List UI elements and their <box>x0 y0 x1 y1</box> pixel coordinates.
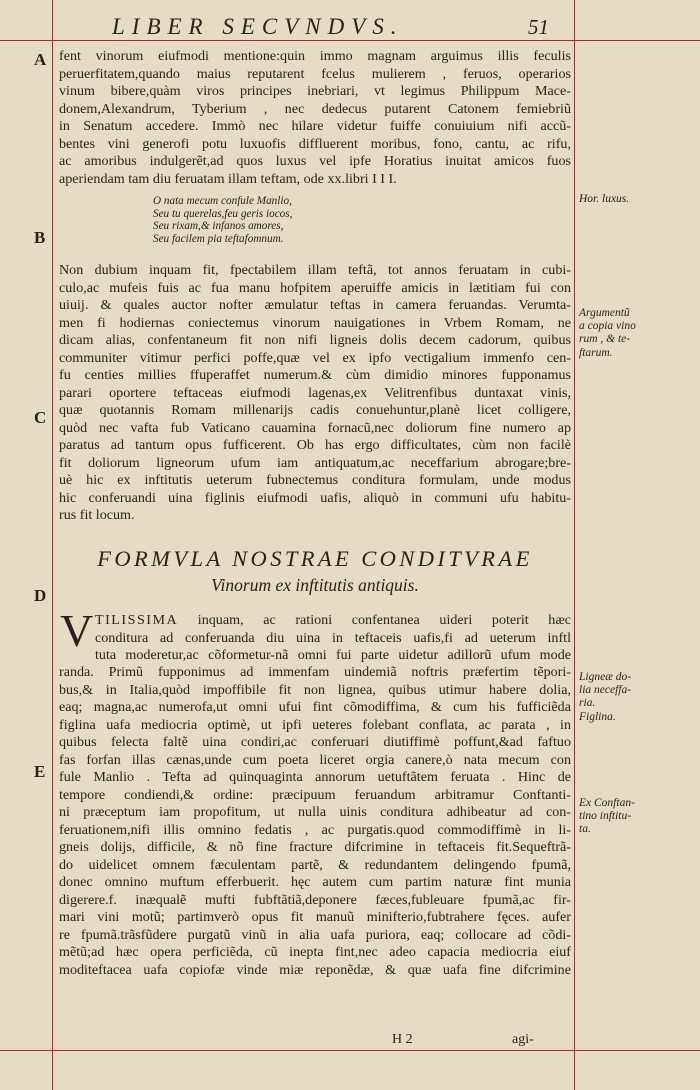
text-line: hic conferuandi uina figlinis eiufmodi uafis, aliquò in communi ufu habitu- <box>59 489 571 506</box>
right-margin-rule <box>574 0 575 1090</box>
text-line: culo,ac mufeis fuis ac fua manu hofpitem aperuiffe amicis in lætitiam fui con <box>59 279 571 296</box>
text-line: peruerfitatem,quando maius reputarent fcelus mulierem , feruos, operarios <box>59 65 571 82</box>
text-line: uè hic ex inftitutis ueterum fubnectemus conditura formulam, unde modus <box>59 472 571 488</box>
text-line: Non dubium inquam fit, fpectabilem illam teftã, tot annos feruatam in cubi- <box>59 262 571 278</box>
text-line: fent vinorum eiufmodi mentione:quin immo magnam arguimus illis feculis <box>59 48 571 64</box>
text-line: in Senatum accedere. Immò nec hilare videtur fuiffe conuiuium nifi accũ- <box>59 118 571 134</box>
text-line: Seu rixam,& infanos amores, <box>153 220 284 233</box>
text-line: quæ quotannis Romam millenarijs cadis conuehuntur,planè licet colligere, <box>59 402 571 418</box>
text-line: communiter vitimur perfici poffe,quæ vel ex ipfo vectigalium immenfo cen- <box>59 349 571 366</box>
text-line: moditeftacea uafa copiofæ vinde miæ reponẽdæ, & quæ uafa fine difcrimine <box>59 961 571 978</box>
opening-line-rest: inquam, ac rationi confentanea uideri poterit hæc <box>178 612 571 628</box>
catchword: agi- <box>512 1032 534 1047</box>
text-line: conditura ad conferuanda diu uina in teftaceis uafis,fi ad ueterum inftl <box>95 629 571 646</box>
paragraph-block-3-opening <box>95 612 571 665</box>
text-line: tempore condiendi,& ordine: præcipuum feruandum arbitramur Conftanti- <box>59 786 571 803</box>
section-title: FORMVLA NOSTRAE CONDITVRAE <box>97 546 533 571</box>
text-line: fule Manlio . Tefta ad quinquaginta annorum uetuftãtem feruata . Hinc de <box>59 769 571 785</box>
section-letter-a: A <box>34 50 47 69</box>
paragraph-block-2 <box>59 262 571 525</box>
bottom-rule <box>0 1050 700 1051</box>
text-line: Seu tu querelas,feu geris iocos, <box>153 207 293 220</box>
running-head: LIBER SECVNDVS. <box>112 14 404 39</box>
text-line: do uidelicet omnem fæculentam partẽ, & redundantem delingendo fpumã, <box>59 856 571 873</box>
marginal-note-line: a copia vino <box>579 320 636 333</box>
paragraph-block-3 <box>59 664 571 979</box>
text-line <box>95 612 571 630</box>
marginal-note-line: tino inftitu- <box>579 810 632 823</box>
marginal-note-argumentum <box>579 307 691 360</box>
marginal-note-line: ria. <box>579 697 596 710</box>
text-line: feruationem,nifi illis omnino fedatis , ac purgatis.quod commodiffimè in li- <box>59 821 571 838</box>
marginal-note-line: ftarum. <box>579 346 613 359</box>
text-line: parari oportere teftaceas eiufmodi lagenas,ex Velitrenfibus duntaxat vinis, <box>59 384 571 401</box>
marginal-note-line: Ligneæ do- <box>579 671 632 683</box>
marginal-note-hor-luxus <box>579 193 691 206</box>
text-line: digerere.f. inæqualẽ mufti fubftãtiã,deponere fæces,fubleuare fpumã,ac fir- <box>59 891 571 908</box>
text-line: vinum bibere,quàm viros principes inebriari, vt legimus Philippum Mace- <box>59 83 571 99</box>
marginal-note-lignea-dolia <box>579 671 691 724</box>
left-margin-rule <box>52 0 53 1090</box>
marginal-note-line: Figlina. <box>579 710 616 723</box>
text-line: Seu facilem pia teftafomnum. <box>153 232 284 245</box>
section-letter-e: E <box>34 762 46 781</box>
text-line: rus fit locum. <box>59 507 135 523</box>
text-line: eaq; magna,ac numerofa,ut omni ufui fint cõmodiffima, & cum his fufficiẽda <box>59 699 571 715</box>
text-line: O nata mecum confule Manlio, <box>153 195 292 207</box>
text-line: quibus felecta faltẽ uina condiri,ac conferuari diutiffimè poffunt,&ad faftuo <box>59 734 571 750</box>
section-letter-b: B <box>34 228 46 247</box>
text-line: mẽtũ;ad hæc opera perficiẽda, cũ inepta fint,nec adeo capacia mediocria eiuf <box>59 944 571 960</box>
text-line: fit doliorum ligneorum ufum iam antiquatum,ac neceffarium abrogare;bre- <box>59 454 571 471</box>
text-line: quòd nec vafta fub Vaticano cauamina fornacũ,nec doliorum fine numero ap <box>59 419 571 436</box>
text-line: tuta moderetur,ac cõformetur-nã omni fui parte uidetur adillorũ ufum mode <box>95 647 571 663</box>
text-line: re fpumã.trãsfũdere purgatũ vinũ in alia uafa puriora, eaq; collocare ad cõdi- <box>59 926 571 943</box>
marginal-note-line: lia neceffa- <box>579 684 632 697</box>
text-line: aperiendam tam diu feruatam illam teftam, ode xx.libri I I I. <box>59 170 397 187</box>
section-letter-d: D <box>34 586 47 605</box>
text-line: ni præceptum iam propofitum, ut nulla uinis conditura adhibeatur ad con- <box>59 804 571 820</box>
drop-capital: V <box>60 605 94 656</box>
text-line: donec omnino muftum efferbuerit. hęc autem cum partim naturæ fint munia <box>59 874 571 890</box>
text-line: paratus ad tantum opus fufficerent. Ob has ergo difficultates, cùm non facilè <box>59 437 571 453</box>
top-rule <box>0 40 700 41</box>
text-line: gneis dolijs, difficile, & nõ fine fracture difcrimine in teftaceis fit.Sequeftrã- <box>59 839 571 855</box>
marginal-note-line: Argumentũ <box>579 307 630 319</box>
marginal-note-line: ta. <box>579 823 591 836</box>
text-line: donem,Alexandrum, Tyberium , nec dedecus putarent Catonem femiebriũ <box>59 100 571 117</box>
section-subtitle: Vinorum ex inftitutis antiquis. <box>211 575 419 595</box>
marginal-note-line: Ex Conftan- <box>579 797 635 809</box>
text-line: figlina uafa mediocria optimè, ut ipfi ueteres folebant conflata, ac parata , in <box>59 716 571 733</box>
opening-word: TILISSIMA <box>95 612 179 628</box>
text-line: bus,& in Italia,quòd impoffibile fit non lignea, quibus utimur habere dolia, <box>59 681 571 698</box>
text-line: ac amoribus indulgerẽt,ad quos luxus vel ipfe Horatius inuitat amicos fuos <box>59 153 571 169</box>
marginal-note-line: rum , & te- <box>579 333 631 346</box>
text-line: men fi hodiernas coniectemus vinorum nauigationes in Vrbem Romam, ne <box>59 314 571 331</box>
text-line: bentes vini generofi potu luxuofis diffluerent moribus, fono, cantu, ac rifu, <box>59 135 571 152</box>
text-line: mari vini motũ; partimverò opus fit manuũ minifterio,fubtrahere fęces. aufer <box>59 909 571 925</box>
text-line: fu centies millies ffuperaffet numerum.& cùm dimidio minores fupponamus <box>59 367 571 383</box>
text-line: uiuij. & quales auctor nofter æmulatur teftas in camera feruandas. Verumta- <box>59 297 571 313</box>
folio-number: 51 <box>528 15 549 39</box>
verse-quotation <box>153 195 453 245</box>
marginal-note-ex-constantino <box>579 797 691 837</box>
text-line: fas forfan illas cænas,unde cum poeta liceret orgia canere,ò nata mecum con <box>59 751 571 768</box>
marginal-note-line: Hor. luxus. <box>579 193 630 205</box>
text-line: randa. Primũ fupponimus ad immenfam uindemiã noftris præfertim tẽpori- <box>59 664 571 680</box>
section-letter-c: C <box>34 408 47 427</box>
paragraph-block-1 <box>59 48 571 188</box>
signature-mark: H 2 <box>392 1032 413 1047</box>
text-line: dicam alias, confentaneum fit non nifi ligneis dolis decem cadorum, quibus <box>59 332 571 348</box>
